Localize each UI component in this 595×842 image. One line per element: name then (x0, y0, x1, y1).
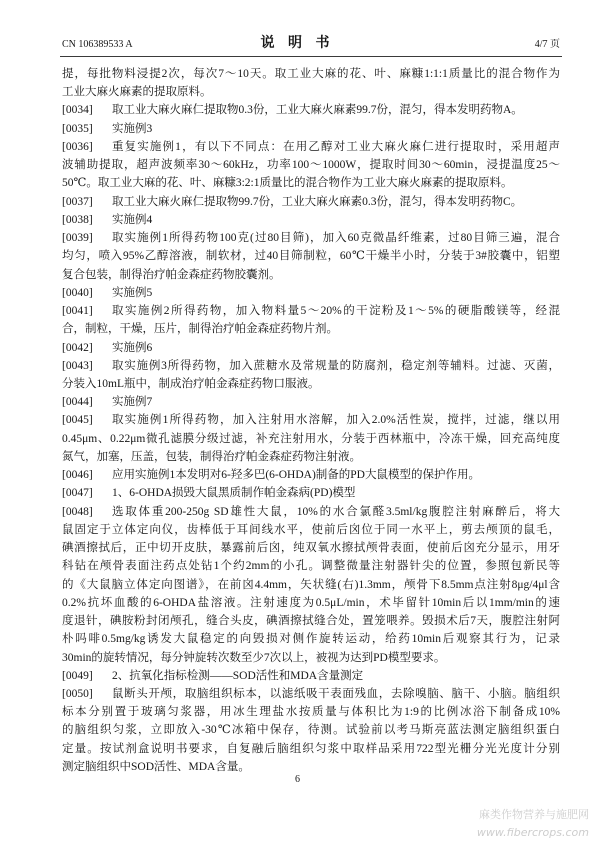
paragraph-first-line (62, 357, 560, 375)
text-line: 鼠固定于立体定向仪，齿棒低于耳间线水平，使前后囟位于同一水平上，剪去颅顶的鼠毛， (62, 523, 560, 536)
paragraph-first-line (62, 339, 560, 357)
text-line: 30min的旋转情况，每分钟旋转次数至少7次以上，被视为达到PD模型要求。 (62, 651, 446, 664)
text-line: 选取体重200-250g SD雄性大鼠，10%的水合氯醛3.5ml/kg腹腔注射麻醉后，将大 (112, 505, 560, 518)
document-number: CN 106389533 A (62, 39, 133, 50)
paragraph-first-line (62, 484, 560, 502)
paragraph-0043 (62, 357, 560, 393)
paragraph-first-line (62, 101, 560, 119)
text-line: 实施例6 (112, 341, 153, 354)
paragraph-number: [0047] (62, 487, 93, 500)
paragraph-0038 (62, 211, 560, 229)
header-rule (60, 56, 562, 57)
text-line: 取工业大麻火麻仁提取物0.3份，工业大麻火麻素99.7份，混匀，得本发明药物A。 (112, 104, 523, 117)
paragraph-0045 (62, 411, 560, 466)
text-line: 重复实施例1，有以下不同点：在用乙醇对工业大麻火麻仁进行提取时，采用超声 (112, 140, 560, 153)
paragraph-first-line (62, 667, 560, 685)
text-line: 的《大鼠脑立体定向图谱》，在前囟4.4mm，矢状缝(右)1.3mm，颅骨下8.5mm点注射8μg/4μl含 (62, 578, 560, 591)
paragraph-0042 (62, 339, 560, 357)
text-line: 复合包装，制得治疗帕金森症药物胶囊剂。 (62, 268, 281, 281)
paragraph-first-line (62, 503, 560, 521)
paragraph-first-line (62, 138, 560, 156)
paragraph-0035 (62, 120, 560, 138)
paragraph-number: [0046] (62, 469, 93, 482)
paragraph-0040 (62, 284, 560, 302)
paragraph-number: [0045] (62, 414, 93, 427)
text-line: 度退针，碘胺粉封闭颅孔，缝合头皮，碘酒擦拭缝合处，置笼喂养。毁损术后7天，腹腔注射阿 (62, 615, 560, 628)
paragraph-number: [0050] (62, 687, 93, 700)
watermark-url: www.fibercrops.com (476, 826, 589, 839)
paragraph-number: [0048] (62, 505, 93, 518)
text-line: 分装入10mL瓶中，制成治疗帕金森症药物口服液。 (62, 377, 320, 390)
text-line: 实施例3 (112, 122, 153, 135)
paragraph-first-line (62, 211, 560, 229)
page-number: 6 (295, 774, 300, 785)
paragraph-number: [0034] (62, 104, 93, 117)
paragraph-first-line (62, 411, 560, 429)
paragraph-0034 (62, 101, 560, 119)
paragraph-first-line (62, 284, 560, 302)
text-line: 取实施例2所得药物，加入物料量5～20%的干淀粉及1～5%的硬脂酸镁等，经混 (112, 305, 560, 318)
text-line: 实施例5 (112, 286, 153, 299)
text-line: 科钻在颅骨表面注药点处钻1个约2mm的小孔。调整微量注射器针尖的位置，参照包新民等 (62, 560, 560, 573)
paragraph-0050 (62, 685, 560, 776)
text-line: 50℃。取工业大麻的花、叶、麻糠3:2:1质量比的混合物作为工业大麻火麻素的提取原料。 (62, 177, 513, 190)
page-title: 说 明 书 (260, 36, 335, 51)
text-line: 定量。按试剂盒说明书要求，自复融后脑组织匀浆中取样品采用722型光栅分光光度计分别 (62, 742, 560, 755)
text-line: 应用实施例1本发明对6-羟多巴(6-OHDA)制备的PD大鼠模型的保护作用。 (112, 469, 480, 482)
paragraph-number: [0039] (62, 232, 93, 245)
text-line: 0.45μm、0.22μm微孔滤膜分级过滤，补充注射用水，分装于西林瓶中，冷冻干燥，回充高纯度 (62, 432, 560, 445)
paragraph-number: [0044] (62, 396, 93, 409)
paragraph-first-line (62, 393, 560, 411)
text-line: 碘酒擦拭后，正中切开皮肤，暴露前后囟，纯双氧水擦拭颅骨表面，使前后囟充分显示，用牙 (62, 542, 560, 555)
text-line: 取实施例1所得药物，加入注射用水溶解，加入2.0%活性炭，搅拌，过滤，继以用 (112, 414, 560, 427)
text-line: 取实施例3所得药物，加入蔗糖水及常规量的防腐剂，稳定剂等辅料。过滤、灭菌， (112, 359, 560, 372)
text-line: 标本分别置于玻璃匀浆器，用冰生理盐水按质量与体积比为1:9的比例冰浴下制备成10% (62, 706, 560, 719)
document-body (62, 65, 560, 776)
paragraph-number: [0036] (62, 140, 93, 153)
text-line: 2、抗氧化指标检测——SOD活性和MDA含量测定 (112, 669, 364, 682)
paragraph-0048 (62, 503, 560, 667)
paragraph-0037 (62, 193, 560, 211)
paragraph-0046 (62, 466, 560, 484)
text-line: 0.2%抗坏血酸的6-OHDA盐溶液。注射速度为0.5μL/min，术毕留针10min后以1mm/min的速 (62, 596, 560, 609)
paragraph-first-line (62, 120, 560, 138)
paragraph-number: [0037] (62, 195, 93, 208)
paragraph-number: [0041] (62, 305, 93, 318)
paragraph-0049 (62, 667, 560, 685)
paragraph-number: [0040] (62, 286, 93, 299)
text-line: 提，每批物料浸提2次，每次7～10天。取工业大麻的花、叶、麻糠1:1:1质量比的混合物作为 (62, 68, 560, 80)
paragraph-first-line (62, 302, 560, 320)
paragraph-0036 (62, 138, 560, 193)
paragraph-0047 (62, 484, 560, 502)
text-line: 合，制粒，干燥，压片，制得治疗帕金森症药物片剂。 (62, 323, 338, 336)
paragraph-number: [0038] (62, 213, 93, 226)
text-line: 波辅助提取，超声波频率30～60kHz，功率100～1000W，提取时间30～60min，浸提温度25～ (62, 159, 560, 172)
paragraph-0039 (62, 229, 560, 284)
text-line: 氮气，加塞，压盖，包装，制得治疗帕金森症药物注射液。 (62, 450, 361, 463)
text-line: 鼠断头开颅，取脑组织标本，以滤纸吸干表面残血，去除嗅脑、脑干、小脑。脑组织 (112, 687, 560, 700)
page-count: 4/7 页 (534, 39, 560, 50)
paragraph-first-line (62, 466, 560, 484)
paragraph-0041 (62, 302, 560, 338)
paragraph-0044 (62, 393, 560, 411)
paragraph-first-line (62, 193, 560, 211)
paragraph-continued (62, 65, 560, 101)
text-line: 实施例7 (112, 396, 153, 409)
text-line: 测定脑组织中SOD活性、MDA含量。 (62, 760, 250, 773)
paragraph-number: [0043] (62, 359, 93, 372)
text-line: 均匀，喷入95%乙醇溶液，制软材，过40目筛制粒，60℃干燥半小时，分装于3#胶囊中，铝塑 (62, 250, 560, 263)
paragraph-number: [0049] (62, 669, 93, 682)
text-line: 取实施例1所得药物100克(过80目筛)，加入60克微晶纤维素，过80目筛三遍，混合 (112, 232, 560, 245)
paragraph-first-line (62, 685, 560, 703)
text-line: 取工业大麻火麻仁提取物99.7份，工业大麻火麻素0.3份，混匀，得本发明药物C。 (112, 195, 523, 208)
text-line: 实施例4 (112, 213, 153, 226)
watermark-site-name: 麻类作物营养与施肥网 (479, 808, 589, 821)
paragraph-first-line (62, 229, 560, 247)
text-line: 的脑组织匀浆，立即放入-30℃冰箱中保存，待测。试验前以考马斯亮蓝法测定脑组织蛋白 (62, 724, 560, 737)
paragraph-number: [0042] (62, 341, 93, 354)
text-line: 工业大麻火麻素的提取原料。 (62, 86, 212, 99)
text-line: 朴吗啡0.5mg/kg诱发大鼠稳定的向毁损对侧作旋转运动，给药10min后观察其行为，记录 (62, 633, 560, 646)
paragraph-number: [0035] (62, 122, 93, 135)
text-line: 1、6-OHDA损毁大鼠黑质制作帕金森病(PD)模型 (112, 487, 356, 500)
